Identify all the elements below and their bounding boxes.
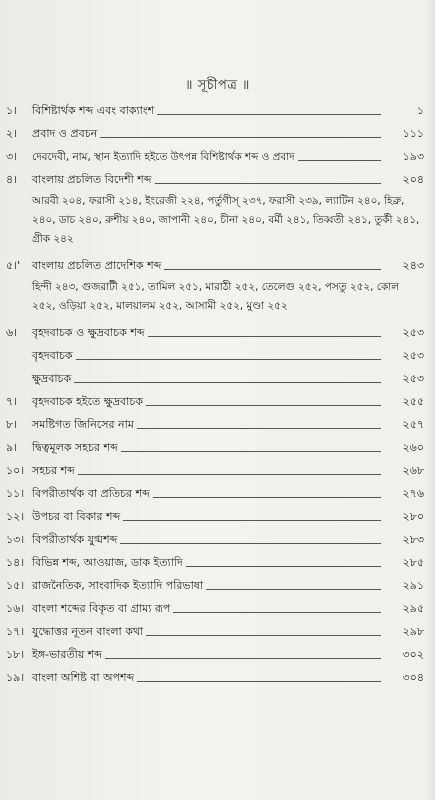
entry-page: ২৭৬ <box>402 487 424 500</box>
dotted-leader <box>173 611 381 613</box>
toc-entry <box>6 504 424 524</box>
entry-number: ৩। <box>6 150 18 163</box>
entry-number: ৮। <box>6 418 18 431</box>
entry-title: বৃহদবাচক হইতে ক্ষুদ্রবাচক <box>32 395 143 408</box>
toc-entry <box>6 121 424 141</box>
dotted-leader <box>76 358 381 360</box>
dotted-leader <box>153 496 381 498</box>
entry-page: ২৫৩ <box>402 372 424 385</box>
entry-title: বাংলায় প্রচলিত বিদেশী শব্দ <box>32 173 152 186</box>
entry-title: ইঙ্গ-ভারতীয় শব্দ <box>32 648 103 661</box>
entry-title: রাজনৈতিক, সাংবাদিক ইত্যাদি পরিভাষা <box>32 579 204 592</box>
entry-page: ২৫৭ <box>402 418 424 431</box>
entry-title: বিপরীতার্থক যুগ্মশব্দ <box>32 533 118 546</box>
entry-number: ১৬। <box>6 602 25 615</box>
entry-page: ১ <box>416 104 424 117</box>
entry-number: ২। <box>6 127 18 140</box>
entry-number: ১০। <box>6 464 25 477</box>
toc-entry <box>6 527 424 547</box>
entry-number: ১। <box>6 104 18 117</box>
entry-page: ২৮০ <box>402 510 424 523</box>
dotted-leader <box>121 450 381 452</box>
entry-title: বৃহদবাচক <box>32 349 73 362</box>
toc-entry <box>6 458 424 478</box>
dotted-leader <box>298 159 381 161</box>
toc-entry <box>6 412 424 432</box>
entry-number: ১৭। <box>6 625 25 638</box>
entry-title: যুদ্ধোত্তর নূতন বাংলা কথা <box>32 625 144 638</box>
entry-page: ১১১ <box>402 127 424 140</box>
entry-title: দেবদেবী, নাম, স্থান ইত্যাদি হইতে উৎপন্ন বিশিষ্টার্থক শব্দ ও প্রবাদ <box>32 151 295 163</box>
toc-entry <box>6 619 424 639</box>
entry-number: ১৫। <box>6 579 25 592</box>
entry-title: বিভিন্ন শব্দ, আওয়াজ, ডাক ইত্যাদি <box>32 556 183 569</box>
page-fold-shadow <box>425 0 435 800</box>
entry-number: ৬। <box>6 326 18 339</box>
dotted-leader <box>155 182 381 184</box>
entry-number: ৯। <box>6 441 18 454</box>
entry-title: সমষ্টিগত জিনিসের নাম <box>32 418 134 431</box>
entry-page: ২৮৫ <box>402 556 424 569</box>
dotted-leader <box>164 268 381 270</box>
entry-number: ১৮। <box>6 648 25 661</box>
entry-page: ২৪৩ <box>402 259 424 272</box>
entry-page: ২৫৫ <box>402 395 424 408</box>
entry-number: ১১। <box>6 487 25 500</box>
entry-title: বাংলায় প্রচলিত প্রাদেশিক শব্দ <box>32 259 162 272</box>
dotted-leader <box>123 519 381 521</box>
toc-entry <box>6 320 424 340</box>
entry-number: ১৪। <box>6 556 25 569</box>
dotted-leader <box>137 427 381 429</box>
entry-title: উপচর বা বিকার শব্দ <box>32 510 121 523</box>
toc-entry <box>6 550 424 570</box>
dotted-leader <box>146 404 381 406</box>
dotted-leader <box>100 136 381 138</box>
entry-page: ২৬০ <box>402 441 424 454</box>
entry-page: ১৯৩ <box>402 150 424 163</box>
dotted-leader <box>186 565 381 567</box>
dotted-leader <box>105 657 381 659</box>
entry-title: বিপরীতার্থক বা প্রতিচর শব্দ <box>32 487 150 500</box>
entry-page: ২৯৫ <box>402 602 424 615</box>
entry-page: ৩০২ <box>402 648 424 661</box>
toc-subentry <box>6 366 424 386</box>
toc-entry <box>6 481 424 501</box>
entry-title: বিশিষ্টার্থক শব্দ এবং বাক্যাংশ <box>32 104 155 117</box>
entry-page: ২৫৩ <box>402 326 424 339</box>
dotted-leader <box>74 381 381 383</box>
toc-entry <box>6 665 424 685</box>
entry-page: ২০৪ <box>402 173 424 186</box>
entry-title: প্রবাদ ও প্রবচন <box>32 127 98 140</box>
entry-number: ৫।' <box>6 259 21 272</box>
entry-title: দ্বিত্বমূলক সহচর শব্দ <box>32 441 118 454</box>
entry-title: বাংলা অশিষ্ট বা অপশব্দ <box>32 671 135 684</box>
entry-page: ২৫৩ <box>402 349 424 362</box>
toc-title: ॥ সূচীপত্র ॥ <box>185 78 250 93</box>
toc-entry <box>6 167 424 249</box>
entry-title: বাংলা শব্দের বিকৃত বা গ্রাম্য রূপ <box>32 602 171 615</box>
entry-page: ২৯১ <box>402 579 424 592</box>
entry-title: ক্ষুদ্রবাচক <box>32 372 72 385</box>
entry-number: ৪। <box>6 173 18 186</box>
toc-entry <box>6 435 424 455</box>
toc-subentry <box>6 343 424 363</box>
toc-entry <box>6 253 424 316</box>
entry-page: ৩০৪ <box>402 671 424 684</box>
entry-number: ৭। <box>6 395 18 408</box>
dotted-leader <box>120 542 381 544</box>
dotted-leader <box>148 335 381 337</box>
toc-entry <box>6 98 424 118</box>
dotted-leader <box>206 588 381 590</box>
dotted-leader <box>146 634 381 636</box>
entry-number: ১৯। <box>6 671 25 684</box>
entry-sublist: আরবী ২০৪, ফরাসী ২১৪, ইংরেজী ২২৪, পর্তুগীস্ ২৩৭, ফরাসী ২৩৯, ল্যাটিন ২৪০, হিব্রু, ২৪০, ডাচ ২৪০, রুশীয় ২৪০, জাপানী ২৪০, চীনা ২৪০, বর্মী ২৪১, তিব্বতী ২৪১, তুর্কী ২৪১, গ্রীক ২৪২ <box>32 195 420 245</box>
dotted-leader <box>157 113 381 115</box>
toc-entry <box>6 389 424 409</box>
toc-entry <box>6 144 424 164</box>
entry-page: ২৬৮ <box>402 464 424 477</box>
toc-entries <box>6 98 424 685</box>
entry-title: বৃহদবাচক ও ক্ষুদ্রবাচক শব্দ <box>32 326 145 339</box>
toc-entry <box>6 573 424 593</box>
toc-entry <box>6 596 424 616</box>
entry-page: ২৯৮ <box>402 625 424 638</box>
entry-number: ১৩। <box>6 533 25 546</box>
entry-sublist: হিন্দী ২৪৩, গুজরাটী ২৫১, তামিল ২৫১, মারাঠী ২৫২, তেলেগু ২৫২, পসতু ২৫২, কোল ২৫২, ওড়িয়া ২৫২, মালয়ালম ২৫২, আসামী ২৫২, মুণ্ডা ২৫২ <box>32 281 399 312</box>
entry-number: ১২। <box>6 510 25 523</box>
entry-title: সহচর শব্দ <box>32 464 75 477</box>
toc-entry <box>6 642 424 662</box>
dotted-leader <box>78 473 381 475</box>
entry-page: ২৮৩ <box>402 533 424 546</box>
dotted-leader <box>137 680 381 682</box>
